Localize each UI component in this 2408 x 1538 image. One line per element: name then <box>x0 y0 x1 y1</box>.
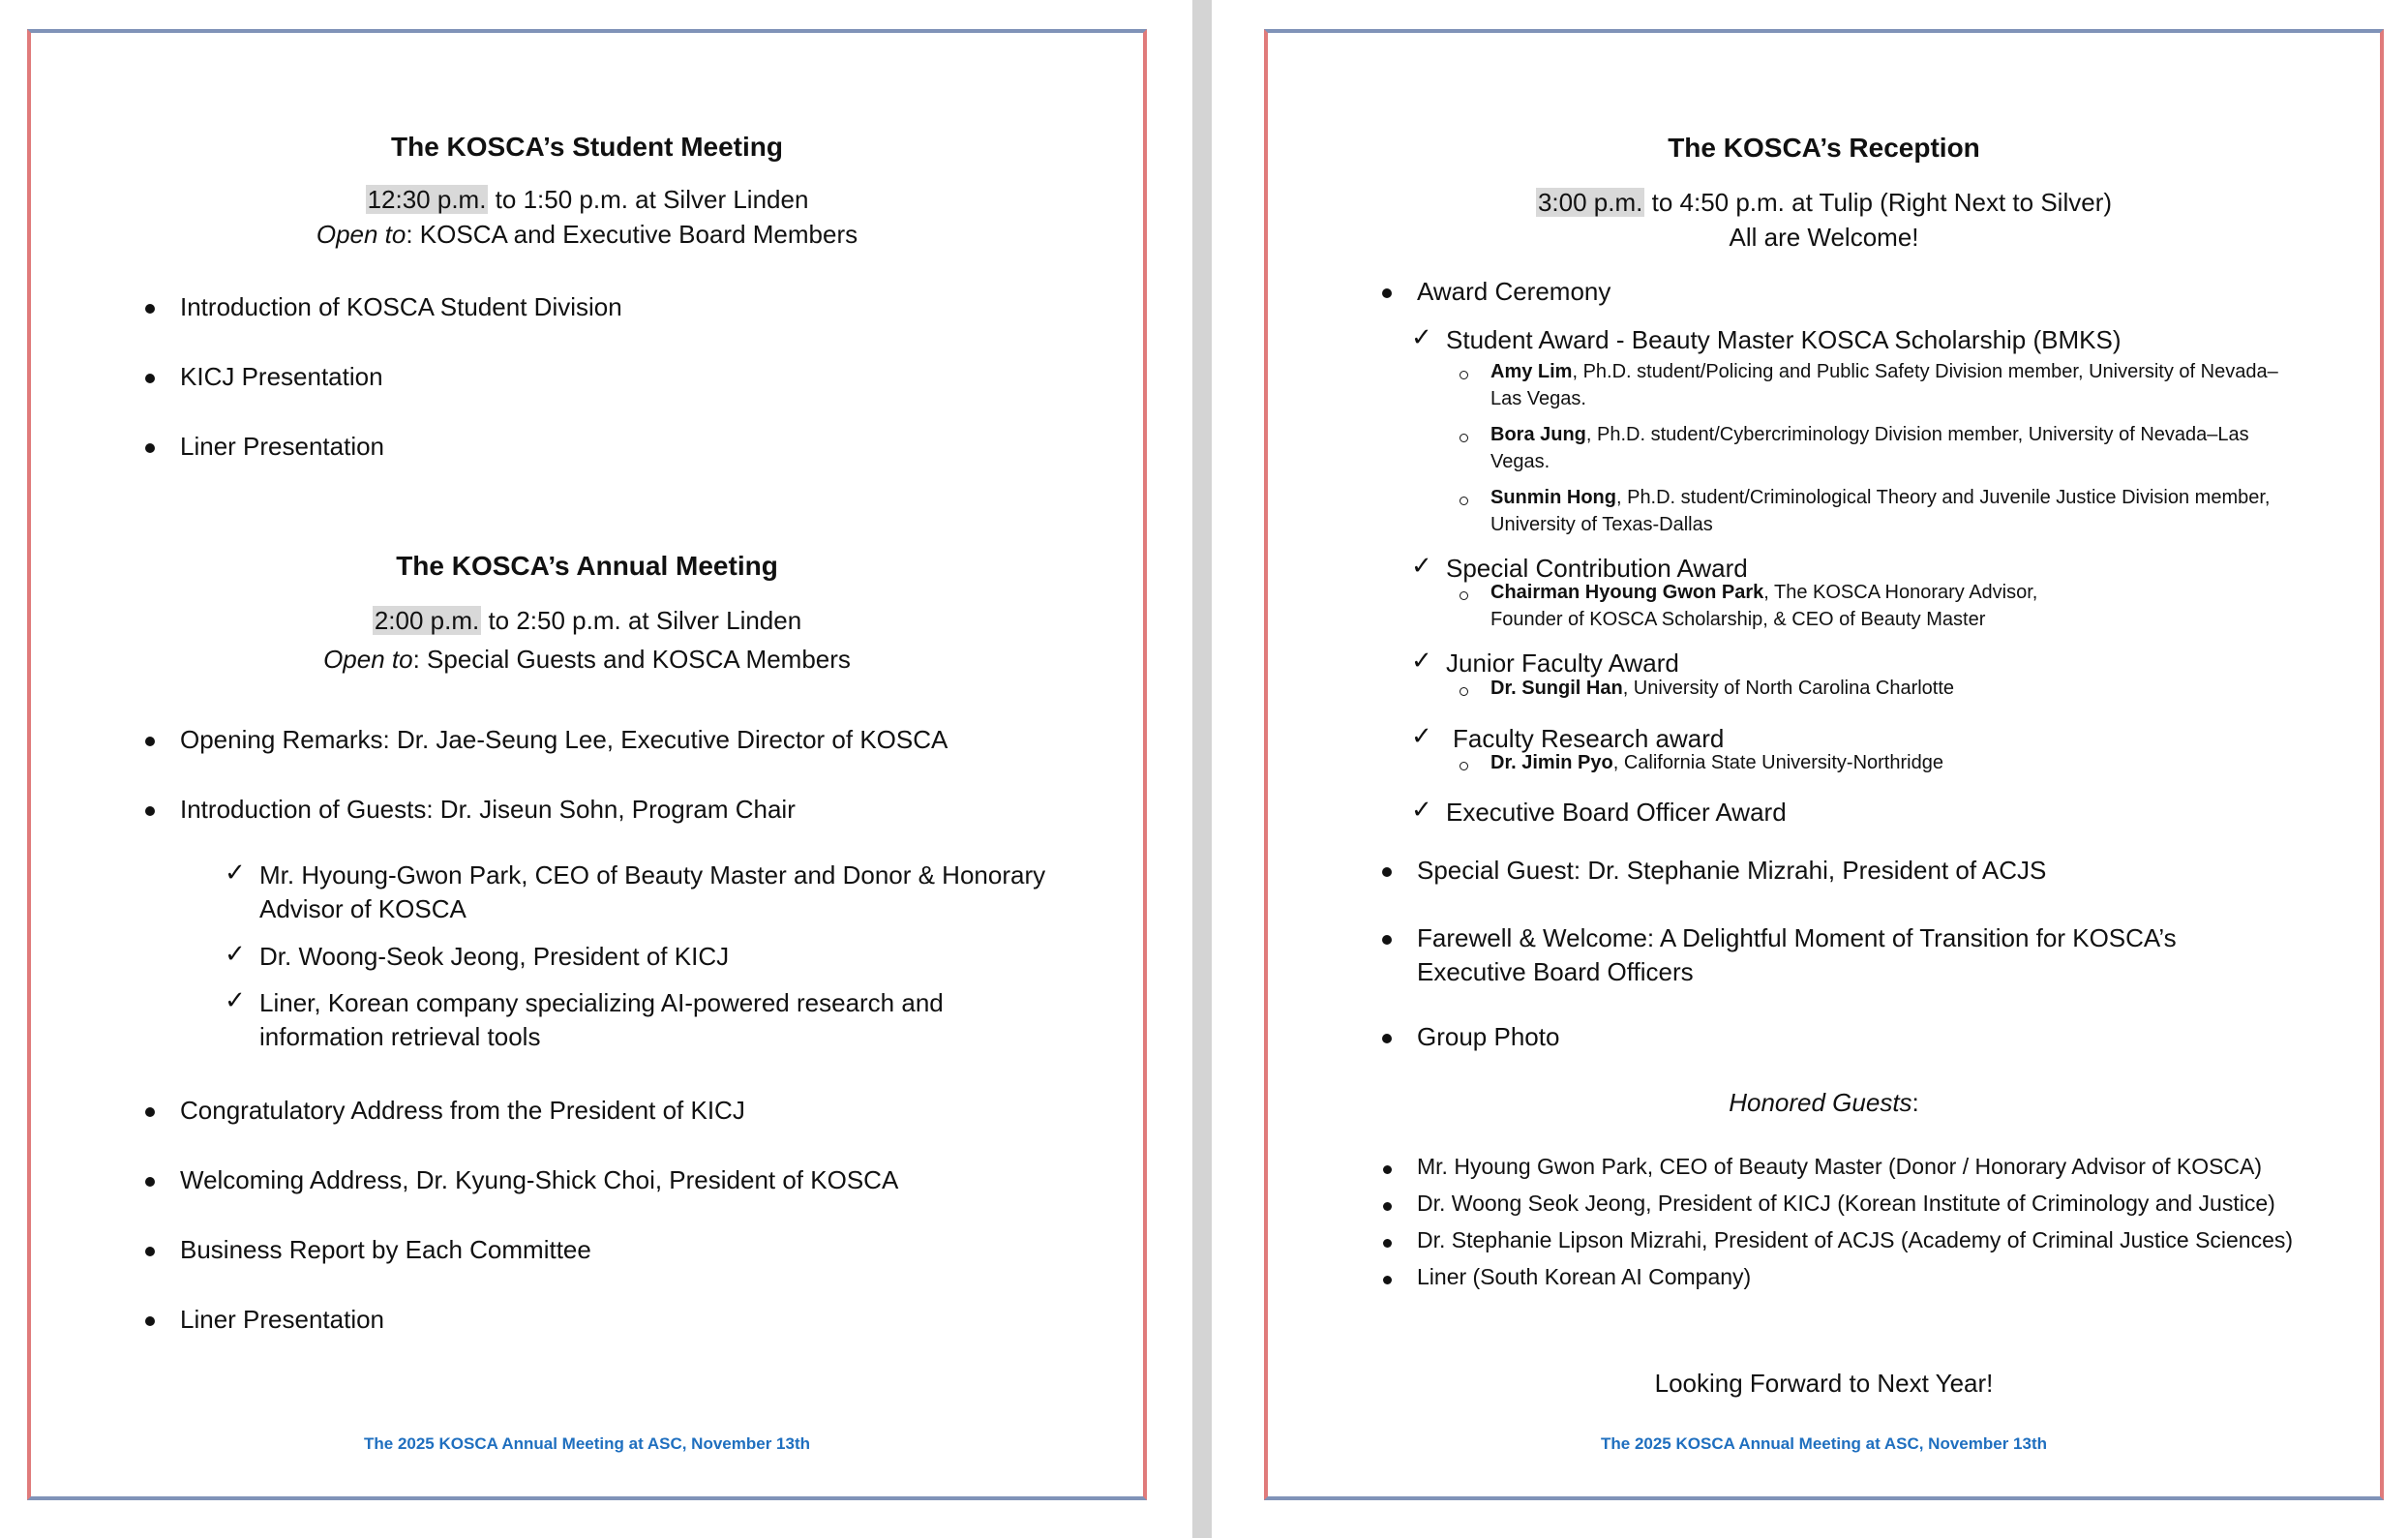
bullet-icon <box>145 806 155 816</box>
research-recipient <box>1490 749 1943 776</box>
honored-guest-item: Mr. Hyoung Gwon Park, CEO of Beauty Master (Donor / Honorary Advisor of KOSCA) <box>1417 1154 2263 1179</box>
farewell-line-1: Farewell & Welcome: A Delightful Moment of Transition for KOSCA’s <box>1417 923 2177 952</box>
student-item: KICJ Presentation <box>180 362 383 391</box>
circle-bullet-icon <box>1460 687 1468 696</box>
circle-bullet-icon <box>1460 434 1468 442</box>
annual-item-opening: Opening Remarks: Dr. Jae-Seung Lee, Executive Director of KOSCA <box>180 725 948 754</box>
page-footer: The 2025 KOSCA Annual Meeting at ASC, November 13th <box>1601 1434 2047 1453</box>
award-ceremony: Award Ceremony <box>1417 277 1611 306</box>
student-award: Student Award - Beauty Master KOSCA Scholarship (BMKS) <box>1446 325 2122 354</box>
honored-title-colon: : <box>1911 1088 1919 1117</box>
bullet-icon <box>1382 288 1392 298</box>
circle-bullet-icon <box>1460 497 1468 505</box>
research-award: Faculty Research award <box>1453 724 1725 753</box>
recipient-detail: , Ph.D. student/Criminological Theory and Juvenile Justice Division member, <box>1615 487 2271 508</box>
group-photo-item: Group Photo <box>1417 1022 1560 1051</box>
annual-time-rest: to 2:50 p.m. at Silver Linden <box>481 606 802 635</box>
junior-award: Junior Faculty Award <box>1446 648 1679 678</box>
annual-time-highlight: 2:00 p.m. <box>374 606 480 635</box>
bullet-icon <box>1383 1202 1392 1211</box>
bullet-icon <box>145 1247 155 1256</box>
recipient-name: Chairman Hyoung Gwon Park <box>1490 582 1764 603</box>
farewell-line-2: Executive Board Officers <box>1417 957 1694 986</box>
recipient-detail-cont: Founder of KOSCA Scholarship, & CEO of Beauty Master <box>1490 609 1986 630</box>
reception-time <box>1268 188 2380 218</box>
circle-bullet-icon <box>1460 762 1468 770</box>
annual-meeting-title: The KOSCA’s Annual Meeting <box>396 551 778 581</box>
special-guest-item: Special Guest: Dr. Stephanie Mizrahi, President of ACJS <box>1417 856 2047 885</box>
student-item: Liner Presentation <box>180 432 385 461</box>
farewell-item <box>1417 921 2177 989</box>
bullet-icon <box>1383 1276 1392 1284</box>
page-2 <box>1264 29 2384 1500</box>
checkmark-icon: ✓ <box>1411 722 1432 751</box>
page-footer: The 2025 KOSCA Annual Meeting at ASC, November 13th <box>364 1434 810 1453</box>
guest-item: Dr. Woong-Seok Jeong, President of KICJ <box>259 942 730 971</box>
checkmark-icon: ✓ <box>1411 323 1432 352</box>
annual-item-welcome: Welcoming Address, Dr. Kyung-Shick Choi, President of KOSCA <box>180 1165 899 1194</box>
honored-guest-item: Liner (South Korean AI Company) <box>1417 1264 1752 1289</box>
bullet-icon <box>145 1316 155 1326</box>
recipient-detail: , University of North Carolina Charlotte <box>1622 678 1955 699</box>
checkmark-icon: ✓ <box>225 859 246 888</box>
recipient-detail-cont: Las Vegas. <box>1490 388 1586 409</box>
checkmark-icon: ✓ <box>1411 796 1432 825</box>
checkmark-icon: ✓ <box>225 986 246 1015</box>
student-meeting-time <box>31 185 1143 215</box>
student-recipient <box>1490 484 2294 538</box>
open-to-rest: : Special Guests and KOSCA Members <box>412 645 851 674</box>
annual-meeting-open <box>31 645 1143 675</box>
annual-meeting-time <box>31 606 1143 636</box>
reception-time-highlight: 3:00 p.m. <box>1537 188 1643 217</box>
bullet-icon <box>1382 867 1392 877</box>
reception-time-rest: to 4:50 p.m. at Tulip (Right Next to Silver) <box>1644 188 2113 217</box>
recipient-name: Amy Lim <box>1490 361 1573 382</box>
closing-line: Looking Forward to Next Year! <box>1654 1369 1994 1398</box>
recipient-detail: , Ph.D. student/Policing and Public Safety Division member, University of Nevada– <box>1572 361 2278 382</box>
annual-item-business: Business Report by Each Committee <box>180 1235 591 1264</box>
circle-bullet-icon <box>1460 371 1468 379</box>
student-time-highlight: 12:30 p.m. <box>367 185 487 214</box>
bullet-icon <box>1383 1165 1392 1174</box>
open-to-label: Open to <box>323 645 413 674</box>
bullet-icon <box>145 374 155 383</box>
honored-title-text: Honored Guests <box>1729 1088 1912 1117</box>
checkmark-icon: ✓ <box>1411 552 1432 581</box>
page-divider <box>1192 0 1212 1538</box>
bullet-icon <box>1382 935 1392 945</box>
recipient-detail: , The KOSCA Honorary Advisor, <box>1763 582 2038 603</box>
bullet-icon <box>145 304 155 314</box>
annual-item-liner: Liner Presentation <box>180 1305 385 1334</box>
checkmark-icon: ✓ <box>225 940 246 969</box>
honored-guests-title <box>1268 1088 2380 1118</box>
recipient-name: Dr. Jimin Pyo <box>1490 752 1613 773</box>
student-item: Introduction of KOSCA Student Division <box>180 292 622 321</box>
circle-bullet-icon <box>1460 591 1468 600</box>
recipient-name: Dr. Sungil Han <box>1490 678 1623 699</box>
recipient-detail-cont: University of Texas-Dallas <box>1490 514 1713 535</box>
recipient-name: Bora Jung <box>1490 424 1586 445</box>
bullet-icon <box>145 1107 155 1117</box>
student-meeting-title: The KOSCA’s Student Meeting <box>391 132 783 162</box>
page-1 <box>27 29 1147 1500</box>
reception-welcome: All are Welcome! <box>1729 223 1919 252</box>
student-meeting-open <box>31 220 1143 250</box>
student-time-rest: to 1:50 p.m. at Silver Linden <box>488 185 809 214</box>
recipient-detail: , California State University-Northridge <box>1612 752 1943 773</box>
student-recipient <box>1490 421 2294 475</box>
junior-recipient <box>1490 675 1954 702</box>
checkmark-icon: ✓ <box>1411 647 1432 676</box>
bullet-icon <box>145 443 155 453</box>
recipient-detail: , Ph.D. student/Cybercriminology Division member, University of Nevada–Las <box>1585 424 2249 445</box>
open-to-label: Open to <box>316 220 406 249</box>
special-award: Special Contribution Award <box>1446 554 1748 583</box>
open-to-rest: : KOSCA and Executive Board Members <box>406 220 858 249</box>
officer-award: Executive Board Officer Award <box>1446 798 1787 827</box>
bullet-icon <box>1383 1239 1392 1248</box>
honored-guest-item: Dr. Woong Seok Jeong, President of KICJ (Korean Institute of Criminology and Justice) <box>1417 1191 2275 1216</box>
bullet-icon <box>145 737 155 746</box>
special-recipient <box>1490 579 2294 633</box>
recipient-name: Sunmin Hong <box>1490 487 1616 508</box>
bullet-icon <box>145 1177 155 1187</box>
honored-guest-item: Dr. Stephanie Lipson Mizrahi, President of ACJS (Academy of Criminal Justice Sciences) <box>1417 1227 2294 1252</box>
reception-title: The KOSCA’s Reception <box>1668 133 1980 163</box>
recipient-detail-cont: Vegas. <box>1490 451 1550 472</box>
guest-item: Liner, Korean company specializing AI-powered research and information retrieval tools <box>259 988 944 1051</box>
student-recipient <box>1490 358 2294 412</box>
guest-item: Mr. Hyoung-Gwon Park, CEO of Beauty Master and Donor & Honorary Advisor of KOSCA <box>259 860 1046 923</box>
annual-item-intro: Introduction of Guests: Dr. Jiseun Sohn, Program Chair <box>180 795 796 824</box>
annual-item-congrat: Congratulatory Address from the President of KICJ <box>180 1096 745 1125</box>
bullet-icon <box>1382 1034 1392 1043</box>
